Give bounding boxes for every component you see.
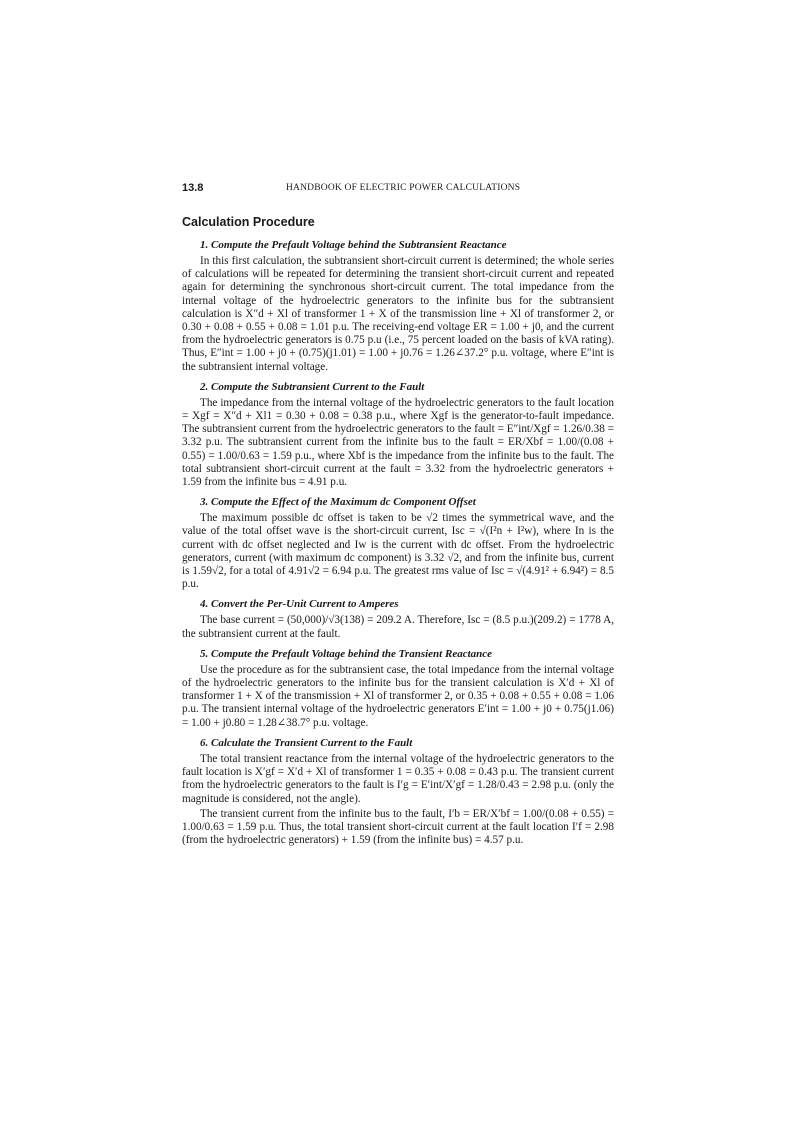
step-4-paragraph: The base current = (50,000)/√3(138) = 209.2 A. Therefore, Isc = (8.5 p.u.)(209.2) = 1778 A, the subtransient current at the fault. (182, 614, 614, 640)
calculation-steps (182, 238, 614, 853)
step-6-paragraph-1: The total transient reactance from the internal voltage of the hydroelectric generators to the fault location is X′gf = X′d + Xl of transformer 1 = 0.35 + 0.08 = 0.43 p.u. The transient current from the hydroelectric generators to the fault is I′g = E′int/X′gf = 1.28/0.43 = 2.98 p.u. (only the magnitude is considered, not the angle). (182, 752, 614, 805)
running-header (182, 182, 632, 196)
step-1-paragraph: In this first calculation, the subtransient short-circuit current is determined; the whole series of calculations will be repeated for determining the transient short-circuit current and repeated again for determining the synchronous short-circuit current. The total impedance from the internal voltage of the hydroelectric generators to the infinite bus for the subtransient calculation is X″d + Xl of transformer 1 + X of the transmission line + Xl of transformer 2, or 0.30 + 0.08 + 0.55 + 0.08 = 1.01 p.u. The receiving-end voltage ER = 1.00 + j0, and the current from the hydroelectric generators is 0.75 p.u (i.e., 75 percent loaded on the basis of kVA rating). Thus, E″int = 1.00 + j0 + (0.75)(j1.01) = 1.00 + j0.76 = 1.26∠37.2° p.u. voltage, where E″int is the subtransient internal voltage. (182, 255, 614, 373)
step-5-paragraph: Use the procedure as for the subtransient case, the total impedance from the internal voltage of the hydroelectric generators to the infinite bus for the transient calculation is X′d + Xl of transformer 1 + X of the transmission + Xl of transformer 2, or 0.35 + 0.08 + 0.55 + 0.08 = 1.06 p.u. The transient internal voltage of the hydroelectric generators E′int = 1.00 + j0 + 0.75(j1.06) = 1.00 + j0.80 = 1.28∠38.7° p.u. voltage. (182, 663, 614, 729)
section-title: Calculation Procedure (182, 215, 315, 229)
step-5-heading: 5. Compute the Prefault Voltage behind the Transient Reactance (200, 647, 493, 660)
step-3-heading: 3. Compute the Effect of the Maximum dc Component Offset (200, 496, 476, 509)
step-6-paragraph-2: The transient current from the infinite bus to the fault, I′b = ER/X′bf = 1.00/(0.08 + 0.55) = 1.00/0.63 = 1.59 p.u. Thus, the total transient short-circuit current at the fault location I′f = 2.98 (from the hydroelectric generators) + 1.59 (from the infinite bus) = 4.57 p.u. (182, 807, 614, 847)
step-4-heading: 4. Convert the Per-Unit Current to Amperes (200, 598, 399, 611)
step-3-paragraph: The maximum possible dc offset is taken to be √2 times the symmetrical wave, and the value of the total offset wave is the short-circuit current, Isc = √(I²n + I²w), where In is the current with dc offset neglected and Iw is the current with dc offset. From the hydroelectric generators, current (with maximum dc component) is 3.32 √2, and from the infinite bus, current is 1.59√2, for a total of 4.91√2 = 6.94 p.u. The greatest rms value of Isc = √(4.91² + 6.94²) = 8.5 p.u. (182, 512, 614, 591)
step-6-heading: 6. Calculate the Transient Current to the Fault (200, 736, 413, 749)
running-title: HANDBOOK OF ELECTRIC POWER CALCULATIONS (286, 183, 521, 193)
step-2-paragraph: The impedance from the internal voltage of the hydroelectric generators to the fault location = Xgf = X″d + Xl1 = 0.30 + 0.08 = 0.38 p.u., where Xgf is the generator-to-fault impedance. The subtransient current from the hydroelectric generators to the fault = E″int/Xgf = 1.26/0.38 = 3.32 p.u. The subtransient current from the infinite bus to the fault = ER/Xbf = 1.00/(0.08 + 0.55) = 1.00/0.63 = 1.59 p.u., where Xbf is the impedance from the infinite bus to the fault. The total subtransient short-circuit current at the fault = 3.32 from the hydroelectric generators + 1.59 from the infinite bus = 4.91 p.u. (182, 396, 614, 489)
step-1-heading: 1. Compute the Prefault Voltage behind the Subtransient Reactance (200, 239, 507, 251)
step-2-heading: 2. Compute the Subtransient Current to the Fault (200, 380, 425, 393)
page-number: 13.8 (182, 182, 204, 194)
